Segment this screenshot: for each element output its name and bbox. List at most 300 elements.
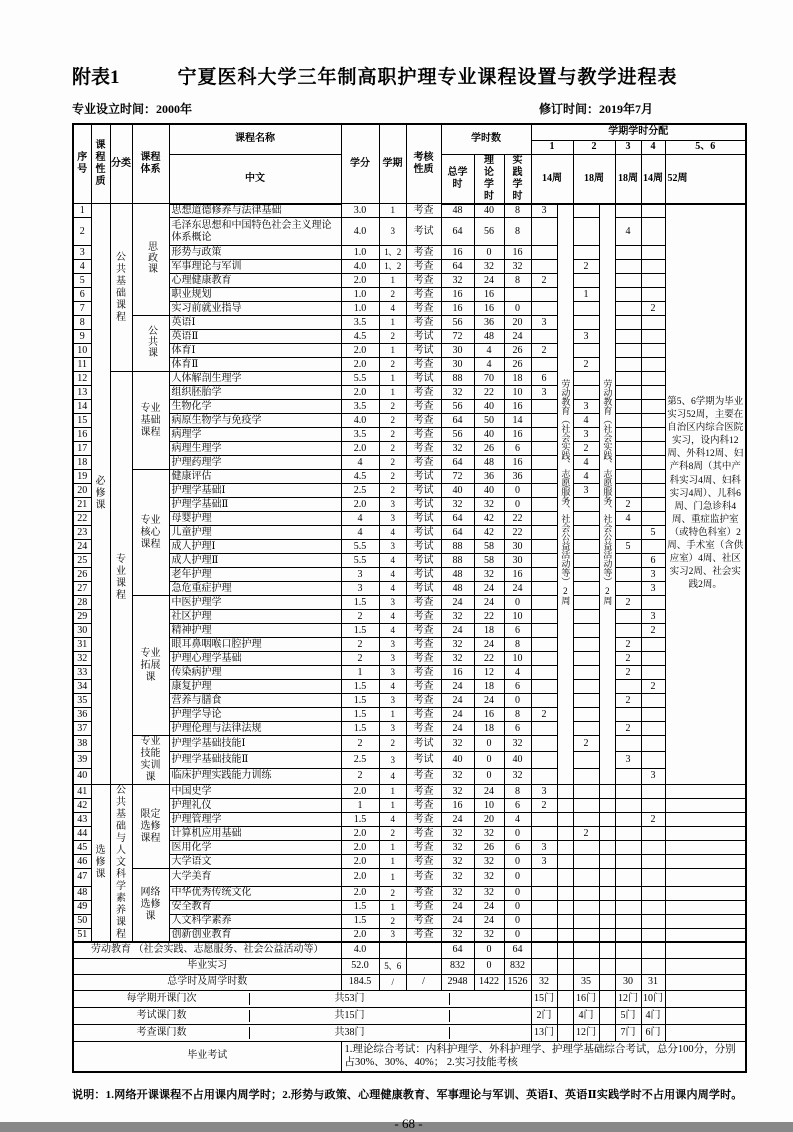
note-cell: [665, 958, 746, 974]
sem1-hours-cell: [531, 900, 557, 914]
course-row: [73, 666, 746, 680]
course-row: [73, 680, 746, 694]
sem2-hours-cell: 4: [573, 414, 599, 428]
assessment-cell: 考试: [406, 484, 441, 498]
total-hours-cell: 88: [441, 540, 474, 554]
credits-cell: 2.5: [341, 752, 379, 768]
count-label: 每学期开课门次: [74, 993, 250, 1005]
semester-cell: 1: [379, 344, 406, 358]
credits-cell: 1.0: [341, 288, 379, 302]
seq-cell: 25: [73, 554, 91, 568]
assessment-cell: 考查: [406, 288, 441, 302]
credits-cell: 2.0: [341, 358, 379, 372]
credits-cell: 2.0: [341, 869, 379, 887]
seq-cell: 43: [73, 813, 91, 827]
total-hours-cell: 72: [441, 470, 474, 484]
assessment-cell: 考查: [406, 886, 441, 900]
seq-cell: 35: [73, 694, 91, 708]
seq-cell: 30: [73, 624, 91, 638]
course-name-cell: 健康评估: [169, 470, 341, 484]
course-name-cell: 医用化学: [169, 841, 341, 855]
sem2-hours-cell: [573, 928, 599, 942]
semester-cell: 1: [379, 372, 406, 386]
system-group: 专业核心课程: [132, 470, 169, 596]
semester-cell: 2: [379, 288, 406, 302]
total-hours-cell: 24: [441, 708, 474, 722]
sem1-hours-cell: [531, 414, 557, 428]
strip2-cell: [599, 990, 615, 1007]
sem2-hours-cell: [573, 526, 599, 540]
sem4-hours-cell: [641, 288, 665, 302]
course-name-cell: 中医护理学: [169, 596, 341, 610]
credits-cell: 2.0: [341, 855, 379, 869]
sem1-hours-cell: [531, 484, 557, 498]
col-sem-1: 1: [531, 140, 573, 154]
sem2-hours-cell: [573, 582, 599, 596]
practice-hours-cell: 6: [504, 442, 531, 456]
col-weeks-56: 52周: [665, 154, 746, 204]
sem1-hours-cell: [531, 752, 557, 768]
sem3-hours-cell: [615, 942, 641, 958]
seq-cell: 31: [73, 638, 91, 652]
course-row: [73, 442, 746, 456]
subtitle-line: [72, 100, 745, 117]
sem2-hours-cell: [573, 386, 599, 400]
sem3-hours-cell: [615, 428, 641, 442]
semester-cell: 4: [379, 526, 406, 540]
semester-cell: 2: [379, 330, 406, 344]
semester-cell: 3: [379, 666, 406, 680]
theory-hours-cell: 70: [474, 372, 504, 386]
total-hours-cell: 48: [441, 204, 474, 218]
strip1-cell: [557, 886, 573, 900]
seq-cell: 39: [73, 752, 91, 768]
total-hours-cell: 32: [441, 768, 474, 784]
semester-cell: 3: [379, 722, 406, 736]
seq-cell: 32: [73, 652, 91, 666]
sem2-hours-cell: [573, 841, 599, 855]
total-hours-cell: 64: [441, 456, 474, 470]
category-group: 公共基础课程: [110, 204, 132, 372]
practice-hours-cell: 16: [504, 400, 531, 414]
course-row: [73, 540, 746, 554]
sem2-hours-cell: 3: [573, 330, 599, 344]
theory-hours-cell: 32: [474, 928, 504, 942]
sem1-hours-cell: [531, 526, 557, 540]
course-name-cell: 社区护理: [169, 610, 341, 624]
course-name-cell: 安全教育: [169, 900, 341, 914]
theory-hours-cell: 18: [474, 680, 504, 694]
course-row: [73, 928, 746, 942]
credits-cell: 3: [341, 568, 379, 582]
assessment-cell: 考查: [406, 316, 441, 330]
seq-cell: 37: [73, 722, 91, 736]
sem3-hours-cell: [615, 274, 641, 288]
assessment-cell: 考试: [406, 540, 441, 554]
sem3-count-cell: 5门: [615, 1007, 641, 1024]
credits-cell: 2.0: [341, 827, 379, 841]
sem4-hours-cell: [641, 900, 665, 914]
credits-cell: 4.0: [341, 218, 379, 246]
course-row: [73, 274, 746, 288]
theory-hours-cell: 36: [474, 316, 504, 330]
practice-hours-cell: 0: [504, 596, 531, 610]
sem4-hours-cell: [641, 204, 665, 218]
credits-cell: 3.5: [341, 316, 379, 330]
total-hours-cell: 32: [441, 638, 474, 652]
assessment-cell: 考试: [406, 498, 441, 512]
credits-cell: 3.5: [341, 428, 379, 442]
course-name-cell: 组织胚胎学: [169, 386, 341, 400]
sem3-hours-cell: [615, 288, 641, 302]
total-hours-cell: 16: [441, 799, 474, 813]
course-row: [73, 652, 746, 666]
sem4-hours-cell: [641, 841, 665, 855]
sem2-hours-cell: [573, 914, 599, 928]
theory-hours-cell: 4: [474, 358, 504, 372]
practice-hours-cell: 24: [504, 582, 531, 596]
sem3-hours-cell: [615, 708, 641, 722]
sem3-hours-cell: 2: [615, 722, 641, 736]
credits-cell: 2.0: [341, 886, 379, 900]
course-row: [73, 512, 746, 526]
note-cell: [665, 942, 746, 958]
sem3-hours-cell: [615, 414, 641, 428]
note-cell: [665, 990, 746, 1007]
seq-cell: 22: [73, 512, 91, 526]
semester-cell: 2: [379, 886, 406, 900]
course-name-cell: 护理药理学: [169, 456, 341, 470]
note-cell: [665, 886, 746, 900]
total-hours-cell: 24: [441, 694, 474, 708]
sem4-hours-cell: 2: [641, 302, 665, 316]
semester-cell: 2: [379, 914, 406, 928]
course-name-cell: 心理健康教育: [169, 274, 341, 288]
credits-cell: 4.0: [341, 260, 379, 274]
strip1-cell: [557, 869, 573, 887]
course-name-cell: 儿童护理: [169, 526, 341, 540]
seq-cell: 11: [73, 358, 91, 372]
credits-cell: 2: [341, 768, 379, 784]
credits-cell: 2.0: [341, 785, 379, 799]
course-row: [73, 624, 746, 638]
semester-cell: 1、2: [379, 260, 406, 274]
practice-hours-cell: 0: [504, 498, 531, 512]
total-hours-cell: 24: [441, 914, 474, 928]
course-row: [73, 316, 746, 330]
credits-cell: 4.5: [341, 470, 379, 484]
seq-cell: 51: [73, 928, 91, 942]
course-row: [73, 428, 746, 442]
course-name-cell: 英语Ⅱ: [169, 330, 341, 344]
sem1-hours-cell: [531, 958, 557, 974]
sem1-hours-cell: [531, 722, 557, 736]
sem3-count-cell: 12门: [615, 990, 641, 1007]
assessment-cell: 考查: [406, 610, 441, 624]
assessment-cell: 考查: [406, 638, 441, 652]
strip2-cell: [599, 974, 615, 990]
sem1-hours-cell: [531, 638, 557, 652]
semester-cell: 3: [379, 638, 406, 652]
semester-cell: 1: [379, 204, 406, 218]
sem2-hours-cell: [573, 596, 599, 610]
sem3-hours-cell: 4: [615, 512, 641, 526]
count-total: 共38门: [250, 1027, 450, 1039]
seq-cell: 46: [73, 855, 91, 869]
sem3-hours-cell: [615, 456, 641, 470]
sem4-hours-cell: 2: [641, 680, 665, 694]
credits-cell: 2.0: [341, 386, 379, 400]
strip2-cell: [599, 914, 615, 928]
sem4-hours-cell: [641, 498, 665, 512]
seq-cell: 8: [73, 316, 91, 330]
total-hours-cell: 32: [441, 928, 474, 942]
practice-hours-cell: 4: [504, 666, 531, 680]
practice-hours-cell: 6: [504, 799, 531, 813]
strip1-cell: [557, 942, 573, 958]
theory-hours-cell: 18: [474, 624, 504, 638]
sem4-hours-cell: 3: [641, 582, 665, 596]
total-hours-cell: 32: [441, 498, 474, 512]
theory-hours-cell: 32: [474, 855, 504, 869]
credits-cell: 1.5: [341, 708, 379, 722]
assessment-cell: 考查: [406, 386, 441, 400]
sem3-hours-cell: 2: [615, 638, 641, 652]
strip1-cell: [557, 827, 573, 841]
sem4-hours-cell: [641, 666, 665, 680]
semester-cell: 2: [379, 428, 406, 442]
theory-hours-cell: 48: [474, 456, 504, 470]
sem3-hours-cell: [615, 799, 641, 813]
sem1-hours-cell: [531, 288, 557, 302]
course-name-cell: 护理管理学: [169, 813, 341, 827]
sem4-hours-cell: [641, 736, 665, 752]
summary-label: 毕业实习: [73, 958, 341, 974]
course-name-cell: 急危重症护理: [169, 582, 341, 596]
course-row: [73, 799, 746, 813]
sem3-hours-cell: [615, 813, 641, 827]
sem1-hours-cell: [531, 302, 557, 316]
strip2-cell: [599, 855, 615, 869]
total-hours-cell: 32: [441, 827, 474, 841]
course-name-cell: 英语Ⅰ: [169, 316, 341, 330]
sem2-hours-cell: [573, 694, 599, 708]
seq-cell: 21: [73, 498, 91, 512]
sem1-hours-cell: [531, 680, 557, 694]
sem1-hours-cell: 2: [531, 274, 557, 288]
sem2-hours-cell: [573, 344, 599, 358]
sem1-hours-cell: 3: [531, 841, 557, 855]
theory-hours-cell: 16: [474, 708, 504, 722]
sem3-hours-cell: [615, 470, 641, 484]
course-name-cell: 护理学基础Ⅰ: [169, 484, 341, 498]
credits-cell: 1.5: [341, 813, 379, 827]
assessment-cell: 考查: [406, 708, 441, 722]
seq-cell: 29: [73, 610, 91, 624]
sem3-hours-cell: [615, 442, 641, 456]
sem3-hours-cell: [615, 246, 641, 260]
count-total: 共53门: [250, 993, 450, 1005]
total-hours-cell: 30: [441, 358, 474, 372]
sem1-hours-cell: [531, 260, 557, 274]
semester-cell: 5、6: [379, 958, 406, 974]
sem1-hours-cell: [531, 470, 557, 484]
semester-cell: 1: [379, 274, 406, 288]
course-row: [73, 900, 746, 914]
assessment-cell: 考试: [406, 736, 441, 752]
sem2-hours-cell: [573, 540, 599, 554]
theory-hours-cell: 24: [474, 274, 504, 288]
credits-cell: 1.5: [341, 914, 379, 928]
strip1-cell: [557, 813, 573, 827]
theory-hours-cell: 16: [474, 302, 504, 316]
total-hours-cell: 32: [441, 841, 474, 855]
strip1-cell: [557, 799, 573, 813]
credits-cell: 4.0: [341, 942, 379, 958]
system-group: [132, 316, 169, 372]
course-name-cell: 生物化学: [169, 400, 341, 414]
seq-cell: 47: [73, 869, 91, 887]
sem1-hours-cell: 2: [531, 708, 557, 722]
course-row: [73, 400, 746, 414]
sem2-hours-cell: [573, 372, 599, 386]
course-name-cell: 母婴护理: [169, 512, 341, 526]
sem1-hours-cell: [531, 428, 557, 442]
sem4-hours-cell: 3: [641, 610, 665, 624]
sem1-hours-cell: 3: [531, 316, 557, 330]
table-cell: 公共课: [145, 325, 157, 358]
sem1-hours-cell: [531, 442, 557, 456]
semester-cell: 2: [379, 484, 406, 498]
practice-hours-cell: 6: [504, 841, 531, 855]
practice-hours-cell: 0: [504, 827, 531, 841]
sem4-hours-cell: [641, 886, 665, 900]
col-chinese: 中文: [169, 154, 341, 204]
course-row: [73, 736, 746, 752]
semester-cell: 4: [379, 768, 406, 784]
semester-cell: 3: [379, 218, 406, 246]
sem2-hours-cell: [573, 666, 599, 680]
sem4-count-cell: 4门: [641, 1007, 665, 1024]
course-row: [73, 855, 746, 869]
sem3-hours-cell: [615, 554, 641, 568]
col-assessment: 考核性质: [406, 124, 441, 204]
total-hours-cell: 30: [441, 344, 474, 358]
seq-cell: 19: [73, 470, 91, 484]
seq-cell: 34: [73, 680, 91, 694]
semester-cell: 4: [379, 302, 406, 316]
seq-cell: 36: [73, 708, 91, 722]
col-weeks-4: 14周: [641, 154, 665, 204]
credits-cell: 3.0: [341, 204, 379, 218]
practice-hours-cell: [504, 288, 531, 302]
theory-hours-cell: 32: [474, 568, 504, 582]
note-cell: [665, 900, 746, 914]
total-hours-cell: 16: [441, 246, 474, 260]
assessment-cell: 考查: [406, 596, 441, 610]
total-hours-cell: 2948: [441, 974, 474, 990]
practice-hours-cell: 0: [504, 914, 531, 928]
assessment-cell: 考试: [406, 372, 441, 386]
total-hours-cell: 32: [441, 274, 474, 288]
practice-hours-cell: 26: [504, 344, 531, 358]
seq-cell: 42: [73, 799, 91, 813]
credits-cell: 3.5: [341, 400, 379, 414]
strip2-cell: [599, 869, 615, 887]
sem4-count-cell: 6门: [641, 1024, 665, 1041]
theory-hours-cell: 24: [474, 694, 504, 708]
sem1-hours-cell: [531, 886, 557, 900]
sem2-hours-cell: [573, 610, 599, 624]
sem2-hours-cell: [573, 568, 599, 582]
course-row: [73, 722, 746, 736]
course-row: [73, 330, 746, 344]
total-hours-cell: 32: [441, 886, 474, 900]
strip2-cell: [599, 799, 615, 813]
semester-cell: 3: [379, 512, 406, 526]
theory-hours-cell: 22: [474, 652, 504, 666]
sem2-hours-cell: 2: [573, 736, 599, 752]
sem4-hours-cell: [641, 914, 665, 928]
sem4-hours-cell: [641, 869, 665, 887]
practice-hours-cell: 40: [504, 752, 531, 768]
course-name-cell: 护理伦理与法律法规: [169, 722, 341, 736]
assessment-cell: 考试: [406, 752, 441, 768]
assessment-cell: 考查: [406, 666, 441, 680]
system-group: 专业拓展课: [132, 596, 169, 736]
seq-cell: 15: [73, 414, 91, 428]
semester-cell: 3: [379, 596, 406, 610]
assessment-cell: 考查: [406, 260, 441, 274]
total-hours-cell: 16: [441, 666, 474, 680]
sem1-hours-cell: [531, 869, 557, 887]
sem1-hours-cell: [531, 330, 557, 344]
table-cell: [73, 990, 531, 1007]
sem4-hours-cell: [641, 260, 665, 274]
semester-cell: 1: [379, 855, 406, 869]
sem3-hours-cell: [615, 785, 641, 799]
total-hours-cell: 64: [441, 942, 474, 958]
sem2-hours-cell: 3: [573, 428, 599, 442]
seq-cell: 23: [73, 526, 91, 540]
note-cell: [665, 827, 746, 841]
total-hours-cell: 56: [441, 428, 474, 442]
sem4-hours-cell: 6: [641, 554, 665, 568]
sem3-hours-cell: [615, 344, 641, 358]
system-group: 限定选修课程: [132, 785, 169, 869]
sem4-count-cell: 10门: [641, 990, 665, 1007]
note-cell: [665, 928, 746, 942]
theory-hours-cell: 24: [474, 785, 504, 799]
total-hours-cell: 24: [441, 900, 474, 914]
total-hours-cell: 32: [441, 610, 474, 624]
sem2-hours-cell: [573, 624, 599, 638]
sem1-hours-cell: [531, 582, 557, 596]
sem4-hours-cell: [641, 540, 665, 554]
seq-cell: 18: [73, 456, 91, 470]
assessment-cell: 考查: [406, 358, 441, 372]
course-name-cell: 老年护理: [169, 568, 341, 582]
theory-hours-cell: 24: [474, 596, 504, 610]
seq-cell: 28: [73, 596, 91, 610]
seq-cell: 14: [73, 400, 91, 414]
credits-cell: 1.0: [341, 246, 379, 260]
assessment-cell: 考查: [406, 274, 441, 288]
page-title: 宁夏医科大学三年制高职护理专业课程设置与教学进程表: [177, 67, 678, 88]
total-hours-cell: 48: [441, 568, 474, 582]
sem2-count-cell: 16门: [573, 990, 599, 1007]
semester-cell: 2: [379, 456, 406, 470]
